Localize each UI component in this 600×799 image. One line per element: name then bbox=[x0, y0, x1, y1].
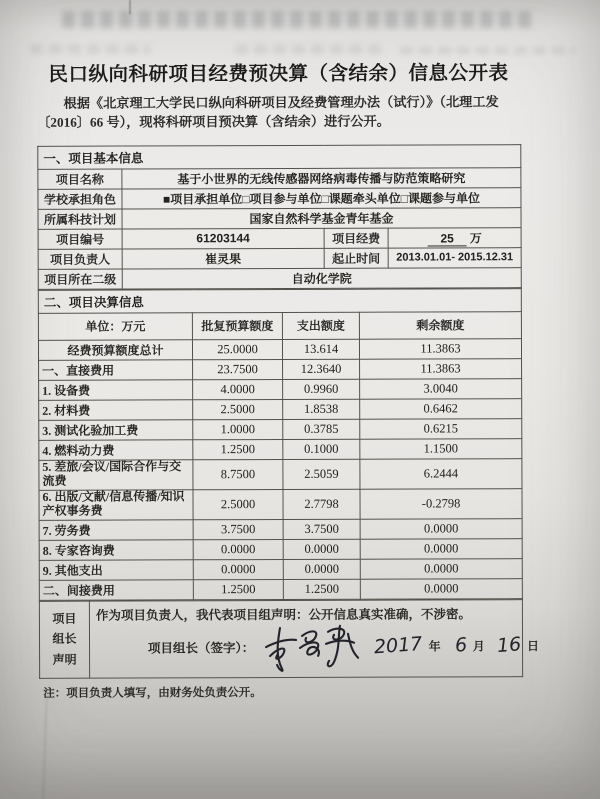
declaration-content bbox=[89, 599, 540, 678]
column-header-remaining: 剩余额度 bbox=[359, 311, 521, 339]
spent-cell: 0.9960 bbox=[283, 379, 360, 399]
table-row bbox=[38, 207, 521, 229]
remaining-cell: 11.3863 bbox=[360, 358, 522, 379]
page-title: 民口纵向科研项目经费预决算（含结余）信息公开表 bbox=[48, 63, 509, 86]
funds-label: 项目经费 bbox=[324, 228, 388, 248]
table-row bbox=[38, 227, 521, 249]
intro-paragraph: 根据《北京理工大学民口纵向科研项目及经费管理办法（试行）》（北理工发〔2016〕66 号），现将科研项目预决算（含结余）进行公开。 bbox=[37, 94, 499, 130]
table-row bbox=[38, 267, 521, 289]
section-2-heading-row bbox=[38, 288, 521, 313]
budget-cell: 2.5000 bbox=[193, 489, 283, 519]
handwritten-date bbox=[373, 633, 540, 659]
leader-value: 崔灵果 bbox=[122, 248, 324, 269]
column-header-budget: 批复预算额度 bbox=[192, 312, 282, 339]
section-1-heading: 一、项目基本信息 bbox=[38, 144, 521, 169]
spent-cell: 0.1000 bbox=[283, 439, 360, 459]
budget-cell: 2.5000 bbox=[193, 399, 283, 419]
declaration-label-line: 项目 bbox=[52, 611, 77, 626]
table-row bbox=[39, 538, 522, 560]
row-name: 经费预算额度总计 bbox=[38, 339, 192, 360]
budget-cell: 3.7500 bbox=[193, 519, 283, 539]
row-name: 9. 其他支出 bbox=[39, 559, 193, 580]
budget-cell: 4.0000 bbox=[193, 379, 283, 399]
date-month: 6 bbox=[453, 634, 468, 657]
period-value: 2013.01.01- 2015.12.31 bbox=[388, 247, 521, 267]
remaining-cell: 0.6462 bbox=[360, 398, 522, 419]
spent-cell: 12.3640 bbox=[283, 359, 360, 379]
declaration-label bbox=[39, 601, 89, 678]
form-content bbox=[37, 0, 540, 700]
row-name: 1. 设备费 bbox=[39, 379, 193, 400]
spent-cell: 1.2500 bbox=[283, 579, 360, 599]
budget-cell: 1.0000 bbox=[193, 419, 283, 439]
budget-cell: 1.2500 bbox=[193, 579, 283, 599]
spent-cell: 13.614 bbox=[282, 339, 359, 359]
basic-info-table bbox=[37, 144, 522, 290]
row-name: 4. 燃料动力费 bbox=[39, 439, 193, 460]
spent-cell: 0.0000 bbox=[283, 539, 360, 559]
table-row bbox=[39, 558, 522, 580]
row-name: 5. 差旅/会议/国际合作与交流费 bbox=[39, 459, 193, 490]
remaining-cell: 0.0000 bbox=[360, 578, 522, 599]
row-name: 8. 专家咨询费 bbox=[39, 539, 193, 560]
budget-cell: 25.0000 bbox=[192, 339, 282, 359]
table-row bbox=[39, 488, 522, 520]
row-name: 2. 材料费 bbox=[39, 399, 193, 420]
program-label: 所属科技计划 bbox=[38, 209, 122, 229]
project-name-value: 基于小世界的无线传感器网络病毒传播与防范策略研究 bbox=[122, 167, 521, 188]
signature-handwriting bbox=[256, 619, 374, 669]
period-label: 起止时间 bbox=[324, 248, 388, 268]
table-row bbox=[39, 518, 522, 540]
column-header-row bbox=[38, 311, 521, 340]
project-name-label: 项目名称 bbox=[38, 169, 122, 189]
spent-cell: 2.7798 bbox=[283, 489, 360, 519]
project-number-value: 61203144 bbox=[122, 228, 324, 249]
table-row bbox=[39, 578, 522, 600]
declaration-table bbox=[39, 599, 540, 679]
role-label: 学校承担角色 bbox=[38, 189, 122, 209]
section-2-heading: 二、项目决算信息 bbox=[38, 288, 521, 313]
remaining-cell: 11.3863 bbox=[359, 338, 521, 359]
declaration-row bbox=[39, 599, 522, 678]
spent-cell: 1.8538 bbox=[283, 399, 360, 419]
spent-cell: 3.7500 bbox=[283, 519, 360, 539]
school-unit-label: 项目所在二级 bbox=[38, 269, 122, 289]
table-row bbox=[39, 418, 522, 440]
budget-cell: 23.7500 bbox=[193, 359, 283, 379]
funds-value bbox=[388, 227, 521, 247]
funds-unit: 万 bbox=[469, 230, 482, 245]
budget-cell: 8.7500 bbox=[193, 459, 283, 489]
declaration-statement: 作为项目负责人，我代表项目组声明：公开信息真实准确，不涉密。 bbox=[95, 606, 471, 623]
budget-cell: 0.0000 bbox=[193, 539, 283, 559]
table-row bbox=[38, 247, 521, 269]
remaining-cell: 1.1500 bbox=[360, 438, 522, 459]
column-header-unit: 单位：万元 bbox=[38, 312, 192, 340]
leader-label: 项目负责人 bbox=[38, 249, 122, 269]
table-row bbox=[38, 187, 521, 209]
table-row bbox=[39, 458, 522, 490]
row-name: 7. 劳务费 bbox=[39, 519, 193, 540]
table-row bbox=[39, 378, 522, 400]
remaining-cell: 0.0000 bbox=[360, 538, 522, 559]
signature-row bbox=[96, 622, 540, 671]
budget-cell: 0.0000 bbox=[193, 559, 283, 579]
section-1-heading-row bbox=[38, 144, 521, 169]
project-number-label: 项目编号 bbox=[38, 229, 122, 249]
date-year: 2017 bbox=[373, 633, 424, 659]
final-accounts-table bbox=[38, 288, 523, 601]
date-month-suffix: 月 bbox=[472, 639, 485, 654]
table-row bbox=[39, 398, 522, 420]
table-row bbox=[38, 167, 521, 189]
row-name: 二、间接费用 bbox=[39, 579, 193, 600]
declaration-label-line: 声明 bbox=[52, 652, 77, 667]
remaining-cell: -0.2798 bbox=[360, 488, 522, 519]
remaining-cell: 6.2444 bbox=[360, 458, 522, 489]
footnote: 注：项目负责人填写，由财务处负责公开。 bbox=[43, 686, 262, 700]
row-name: 6. 出版/文献/信息传播/知识产权事务费 bbox=[39, 489, 193, 520]
remaining-cell: 0.0000 bbox=[360, 558, 522, 579]
date-day: 16 bbox=[495, 633, 522, 658]
remaining-cell: 3.0040 bbox=[360, 378, 522, 399]
table-row bbox=[39, 358, 522, 380]
date-day-suffix: 日 bbox=[526, 639, 540, 654]
remaining-cell: 0.6215 bbox=[360, 418, 522, 439]
table-row-total bbox=[38, 338, 521, 360]
table-row bbox=[39, 438, 522, 460]
row-name: 一、直接费用 bbox=[39, 359, 193, 380]
spent-cell: 2.5059 bbox=[283, 459, 360, 489]
program-value: 国家自然科学基金青年基金 bbox=[122, 207, 521, 228]
remaining-cell: 0.0000 bbox=[360, 518, 522, 539]
date-year-suffix: 年 bbox=[428, 639, 441, 654]
role-checkbox-value: ■项目承担单位□项目参与单位□课题牵头单位□课题参与单位 bbox=[122, 187, 521, 208]
column-header-spent: 支出额度 bbox=[282, 312, 359, 339]
spent-cell: 0.3785 bbox=[283, 419, 360, 439]
signature-label: 项目组长（签字）： bbox=[148, 640, 255, 656]
paper-crease bbox=[42, 688, 47, 799]
declaration-label-line: 组长 bbox=[52, 632, 77, 647]
funds-amount: 25 bbox=[427, 232, 466, 246]
row-name: 3. 测试化验加工费 bbox=[39, 419, 193, 440]
school-unit-value: 自动化学院 bbox=[122, 267, 521, 288]
spent-cell: 0.0000 bbox=[283, 559, 360, 579]
budget-cell: 1.2500 bbox=[193, 439, 283, 459]
